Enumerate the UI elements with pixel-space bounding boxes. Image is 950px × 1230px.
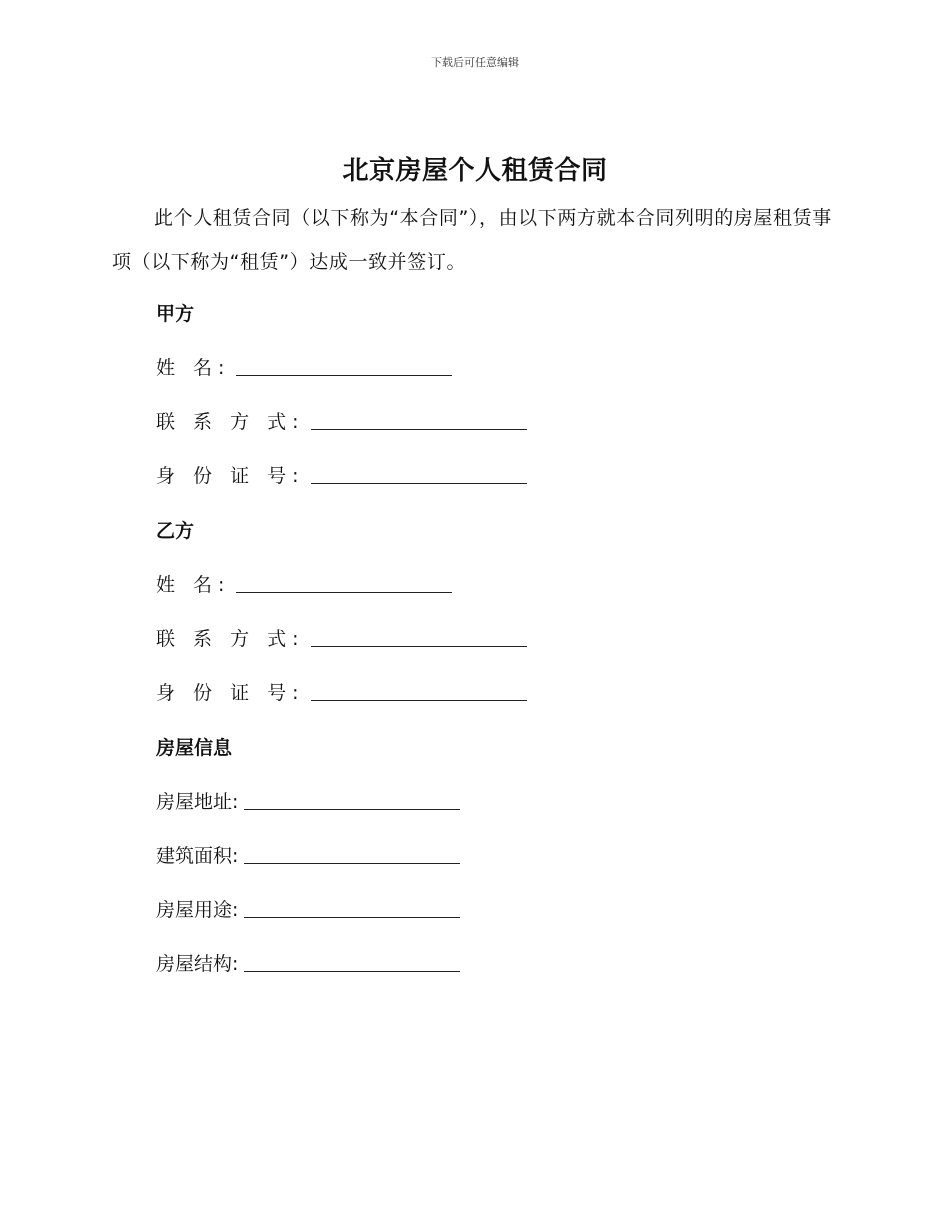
party-a-contact-label: 联 系 方 式: <box>156 411 305 433</box>
party-b-name-row <box>156 567 452 597</box>
document-title: 北京房屋个人租赁合同 <box>342 156 608 186</box>
house-address-field[interactable] <box>244 809 460 810</box>
house-usage-row <box>156 892 460 922</box>
party-b-heading: 乙方 <box>156 520 195 542</box>
party-b-name-field[interactable] <box>236 592 452 593</box>
house-structure-row <box>156 946 460 976</box>
house-area-field[interactable] <box>244 863 460 864</box>
party-b-id-row <box>156 675 527 705</box>
house-structure-label: 房屋结构: <box>156 953 239 975</box>
party-a-id-label: 身 份 证 号: <box>156 465 305 487</box>
party-b-name-label: 姓 名: <box>156 574 231 596</box>
party-a-id-row <box>156 458 527 488</box>
house-info-heading: 房屋信息 <box>156 737 233 759</box>
party-a-name-label: 姓 名: <box>156 357 231 379</box>
house-area-row <box>156 838 460 868</box>
intro-paragraph: 此个人租赁合同（以下称为“本合同”），由以下两方就本合同列明的房屋租赁事项（以下称为“租赁”）达成一致并签订。 <box>112 207 832 273</box>
house-area-label: 建筑面积: <box>156 845 239 867</box>
party-b-id-label: 身 份 证 号: <box>156 682 305 704</box>
party-b-contact-label: 联 系 方 式: <box>156 628 305 650</box>
party-b-contact-row <box>156 621 527 651</box>
party-b-id-field[interactable] <box>311 700 527 701</box>
house-address-row <box>156 784 460 814</box>
header-note: 下载后可任意编辑 <box>431 56 519 69</box>
party-b-contact-field[interactable] <box>311 646 527 647</box>
party-a-name-row <box>156 350 452 380</box>
party-a-contact-field[interactable] <box>311 429 527 430</box>
party-a-name-field[interactable] <box>236 375 452 376</box>
house-usage-label: 房屋用途: <box>156 899 239 921</box>
party-a-contact-row <box>156 404 527 434</box>
party-a-id-field[interactable] <box>311 483 527 484</box>
house-structure-field[interactable] <box>244 971 460 972</box>
house-usage-field[interactable] <box>244 917 460 918</box>
party-a-heading: 甲方 <box>156 303 195 325</box>
house-address-label: 房屋地址: <box>156 791 239 813</box>
